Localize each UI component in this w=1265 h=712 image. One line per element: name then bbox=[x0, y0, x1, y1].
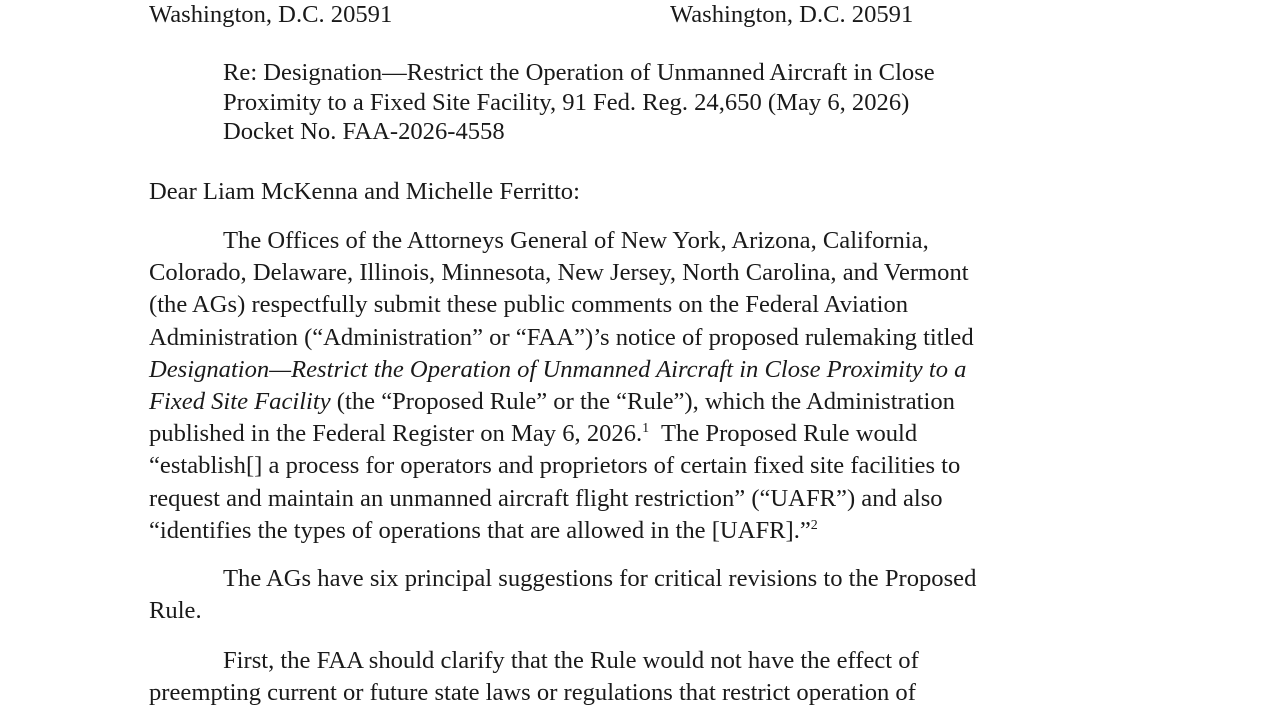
footnote-marker[interactable]: 1 bbox=[642, 421, 650, 437]
text-line: The Offices of the Attorneys General of New York, Arizona, California, bbox=[223, 227, 929, 254]
docket-number: Docket No. FAA-2026-4558 bbox=[223, 118, 505, 145]
subject-line: Re: Designation—Restrict the Operation of Unmanned Aircraft in Close bbox=[223, 59, 935, 86]
text-line: Colorado, Delaware, Illinois, Minnesota, New Jersey, North Carolina, and Vermont bbox=[149, 259, 969, 287]
paragraph-first-suggestion bbox=[149, 645, 1129, 709]
subject-line: Proximity to a Fixed Site Facility, 91 Fed. Reg. 24,650 (May 6, 2026) bbox=[223, 88, 910, 116]
text-fragment: “identifies the types of operations that are allowed in the [UAFR].” bbox=[149, 516, 811, 544]
paragraph-introduction bbox=[149, 225, 1129, 547]
subject-line-block bbox=[223, 58, 935, 147]
text-fragment: (the “Proposed Rule” or the “Rule”), which the Administration bbox=[330, 388, 955, 416]
text-fragment: published in the Federal Register on May 6, 2026. bbox=[149, 420, 643, 448]
letter-page bbox=[149, 0, 1129, 707]
paragraph-suggestions bbox=[149, 563, 1129, 627]
text-line: Rule. bbox=[149, 597, 202, 625]
text-line: (the AGs) respectfully submit these public comments on the Federal Aviation bbox=[149, 291, 909, 319]
text-line: “establish[] a process for operators and proprietors of certain fixed site facilities to bbox=[149, 452, 961, 480]
text-line: Administration (“Administration” or “FAA”)’s notice of proposed rulemaking titled bbox=[149, 323, 974, 351]
text-line: First, the FAA should clarify that the Rule would not have the effect of bbox=[223, 647, 919, 674]
rule-title-italic: Designation—Restrict the Operation of Unmanned Aircraft in Close Proximity to a bbox=[149, 355, 967, 383]
rule-title-italic: Fixed Site Facility bbox=[149, 388, 331, 416]
recipient-address-right: Washington, D.C. 20591 bbox=[670, 1, 914, 28]
text-line bbox=[149, 418, 1129, 450]
text-line bbox=[149, 386, 1129, 418]
address-row bbox=[149, 0, 1129, 29]
text-line: The AGs have six principal suggestions for critical revisions to the Proposed bbox=[223, 565, 977, 592]
recipient-address-left: Washington, D.C. 20591 bbox=[149, 1, 393, 28]
salutation: Dear Liam McKenna and Michelle Ferritto: bbox=[149, 178, 580, 205]
text-line: request and maintain an unmanned aircraft flight restriction” (“UAFR”) and also bbox=[149, 484, 943, 512]
footnote-marker[interactable]: 2 bbox=[810, 517, 818, 533]
text-fragment: The Proposed Rule would bbox=[649, 420, 918, 448]
text-line bbox=[149, 515, 1129, 547]
text-line: preempting current or future state laws or regulations that restrict operation of bbox=[149, 679, 916, 707]
